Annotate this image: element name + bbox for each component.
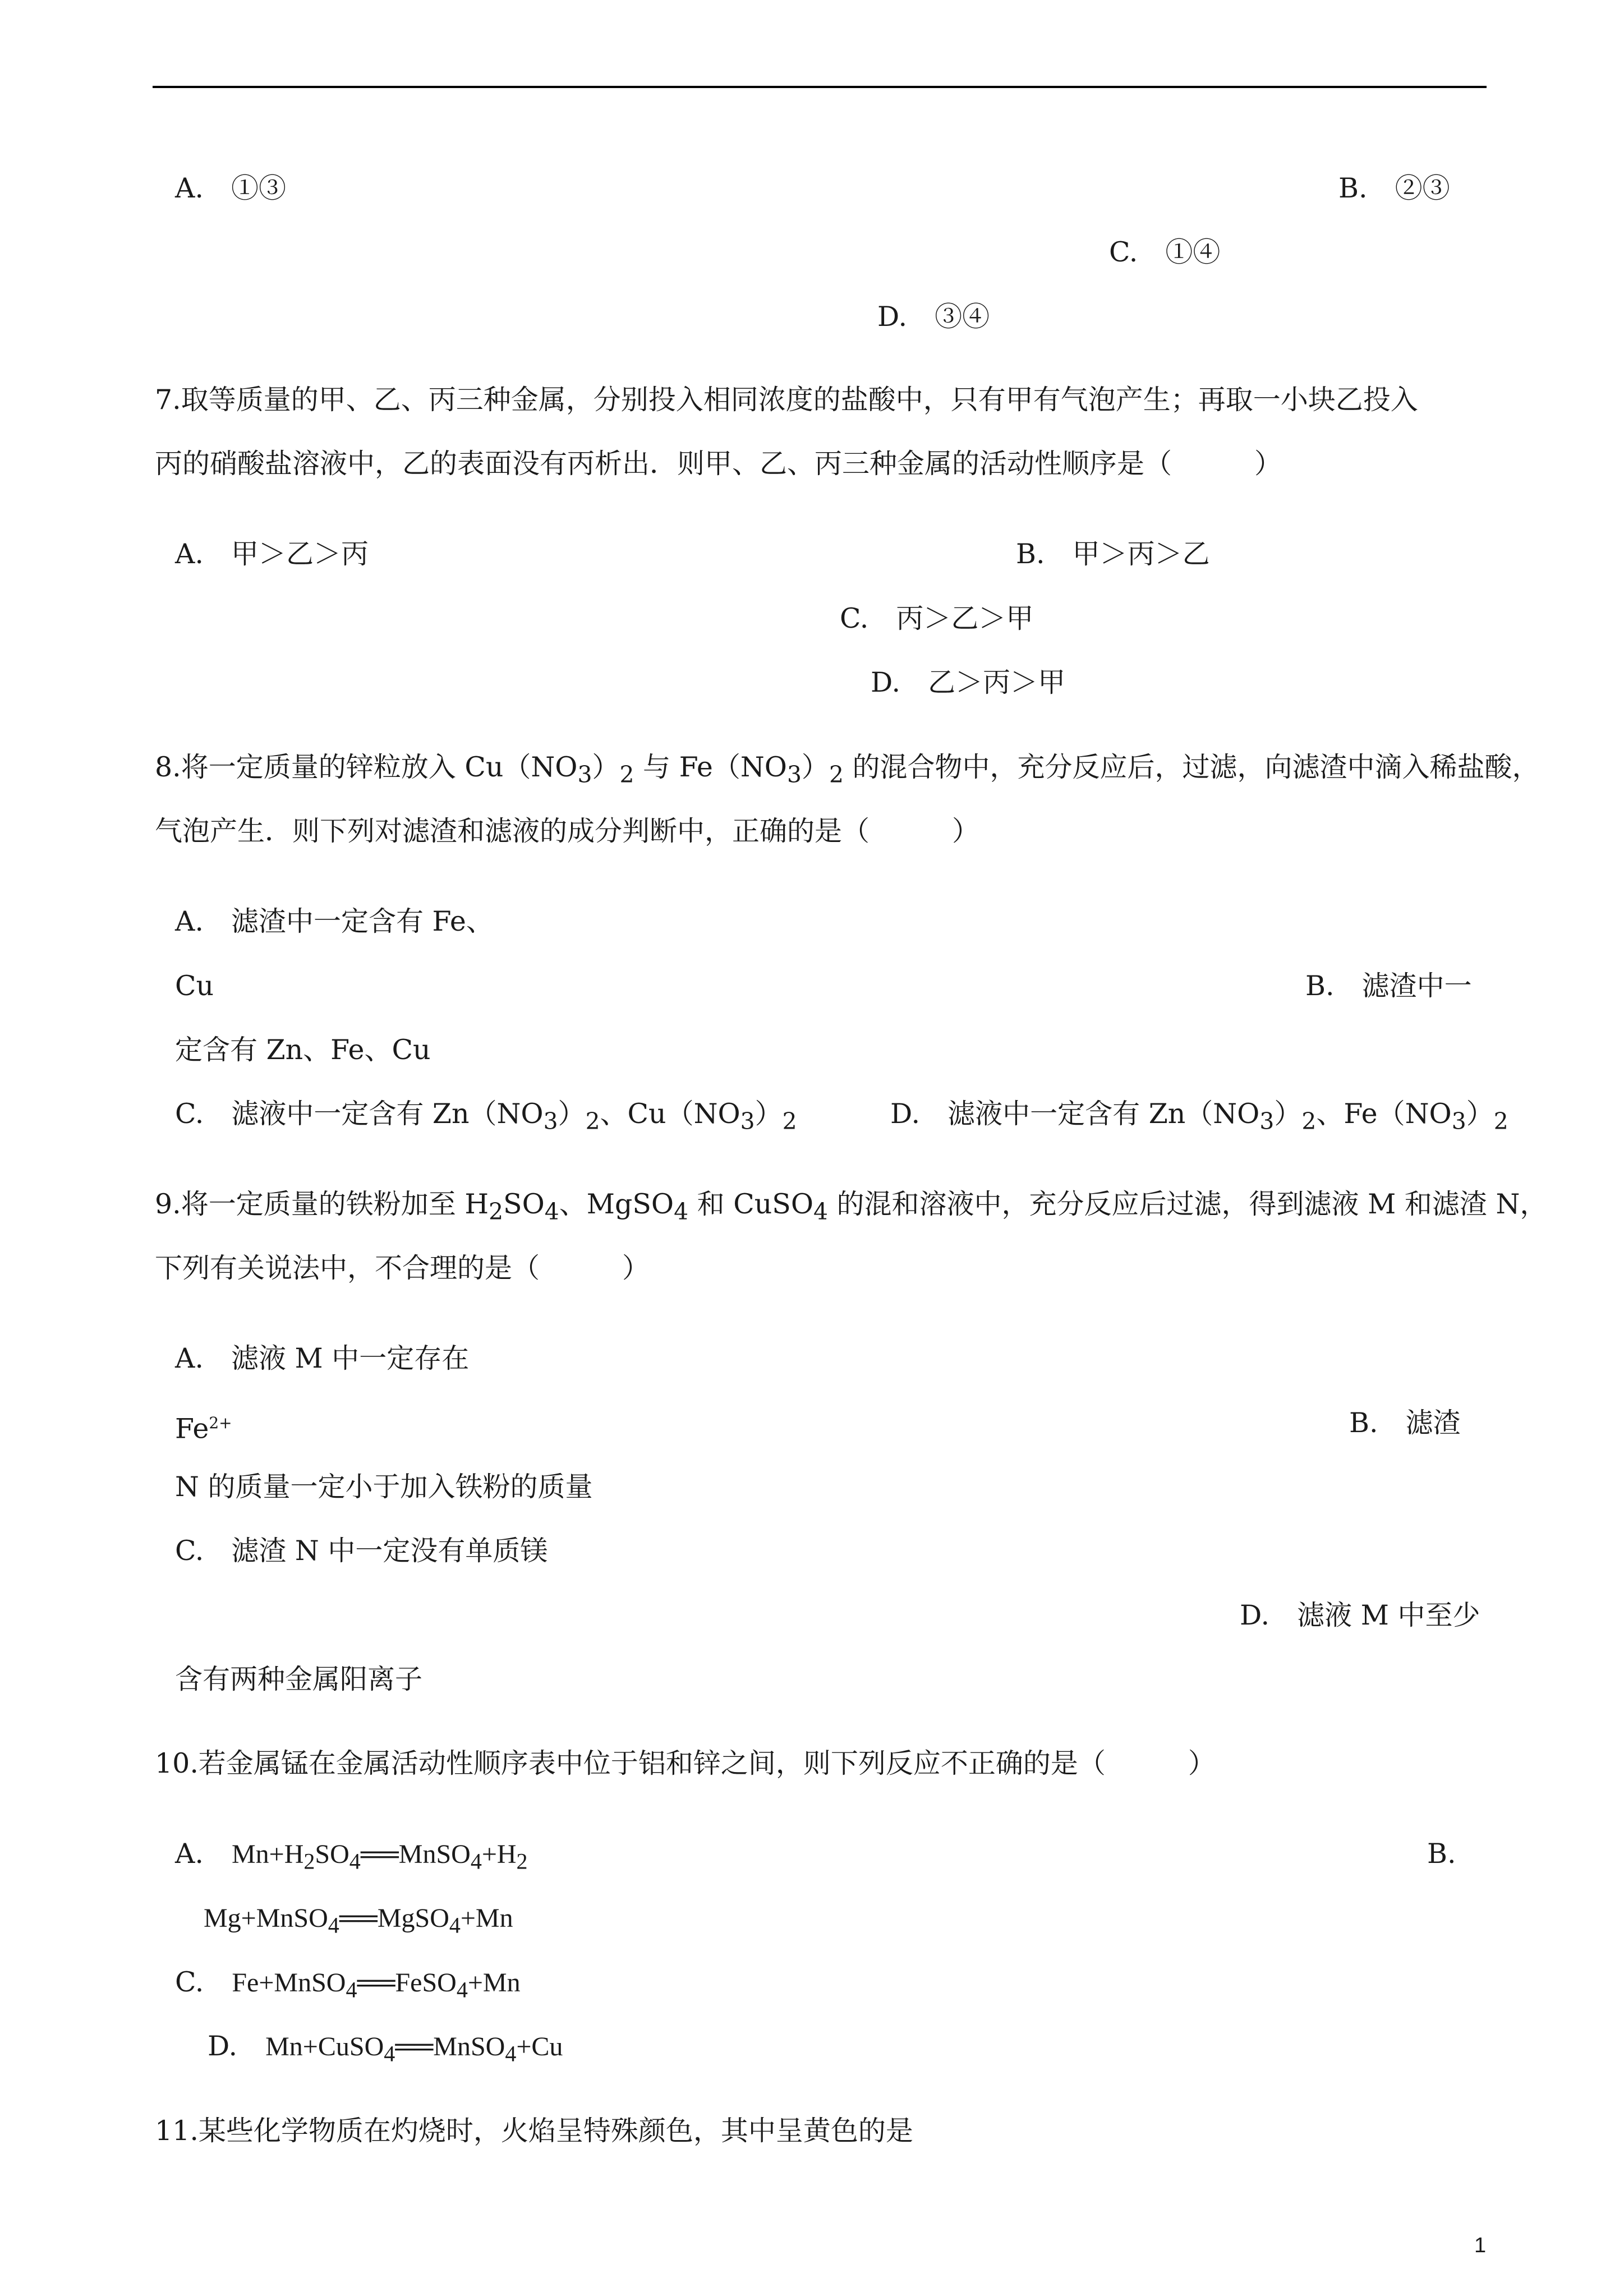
q8-option-d: D. 滤液中一定含有 $Zn(NO_3)_2$、$Fe(NO_3)_2$	[890, 1098, 1508, 1135]
q8-option-c: C. 滤液中一定含有 $Zn(NO_3)_2$、$Cu(NO_3)_2$	[175, 1098, 797, 1135]
q6-option-a: A. ①③	[175, 172, 286, 204]
q8-option-a-cont: Cu	[175, 970, 214, 1002]
q7-option-c: C. 丙＞乙＞甲	[840, 602, 1034, 634]
page-number: 1	[1474, 2234, 1487, 2257]
q9-option-a-cont: $Fe^{2+}$	[175, 1412, 232, 1445]
q6-option-b: B. ②③	[1338, 172, 1450, 204]
header-rule	[153, 86, 1487, 88]
q8-option-b-cont: 定含有 Zn、Fe、Cu	[175, 1034, 431, 1066]
q8-option-a: A. 滤渣中一定含有 Fe、	[175, 905, 494, 937]
q9-stem-line1: 9.将一定质量的铁粉加至 $H_2SO_4$、MgSO$_4$ 和 CuSO$_4$ 的混和溶液中，充分反应后过滤，得到滤液 M 和滤渣 N，	[155, 1188, 1548, 1225]
q7-option-b: B. 甲＞丙＞乙	[1016, 538, 1210, 570]
q6-option-c: C. ①④	[1109, 236, 1221, 268]
q10-option-a: A. $Mn+H_2SO_4══MnSO_4+H_2$	[175, 1838, 528, 1874]
q8-stem-line1: 8.将一定质量的锌粒放入 $Cu(NO_3)_2$ 与 $Fe(NO_3)_2$ 的混合物中，充分反应后，过滤，向滤渣中滴入稀盐酸，	[155, 751, 1540, 788]
q7-option-d: D. 乙＞丙＞甲	[871, 666, 1066, 698]
q9-option-d: D. 滤液 M 中至少	[1240, 1599, 1480, 1631]
q10-option-c: C. Fe+MnSO$_4$══FeSO$_4$+Mn	[175, 1966, 521, 2003]
q9-option-b: B. 滤渣	[1349, 1407, 1461, 1439]
q8-stem-line2: 气泡产生．则下列对滤渣和滤液的成分判断中，正确的是（ ）	[155, 815, 980, 847]
q11-stem: 11.某些化学物质在灼烧时，火焰呈特殊颜色，其中呈黄色的是	[155, 2115, 913, 2147]
q10-option-b-label: B.	[1427, 1838, 1456, 1870]
q10-option-b-equation: Mg+MnSO$_4$══MgSO$_4$+Mn	[204, 1903, 513, 1938]
q9-option-a: A. 滤液 M 中一定存在	[175, 1342, 470, 1374]
q9-option-b-cont: N 的质量一定小于加入铁粉的质量	[175, 1471, 593, 1503]
q10-stem: 10.若金属锰在金属活动性顺序表中位于铝和锌之间，则下列反应不正确的是（ ）	[155, 1747, 1216, 1779]
q9-stem-line2: 下列有关说法中，不合理的是（ ）	[155, 1252, 650, 1284]
q8-option-b: B. 滤渣中一	[1305, 970, 1472, 1002]
q9-option-c: C. 滤渣 N 中一定没有单质镁	[175, 1535, 548, 1567]
q7-option-a: A. 甲＞乙＞丙	[175, 538, 369, 570]
q7-stem-line1: 7.取等质量的甲、乙、丙三种金属，分别投入相同浓度的盐酸中，只有甲有气泡产生；再取一小块乙投入	[155, 384, 1418, 416]
q6-option-d: D. ③④	[877, 301, 990, 333]
q7-stem-line2: 丙的硝酸盐溶液中，乙的表面没有丙析出．则甲、乙、丙三种金属的活动性顺序是（ ）	[155, 448, 1282, 480]
q10-option-d: D. Mn+CuSO$_4$══MnSO$_4$+Cu	[208, 2030, 563, 2067]
q9-option-d-cont: 含有两种金属阳离子	[175, 1663, 423, 1695]
